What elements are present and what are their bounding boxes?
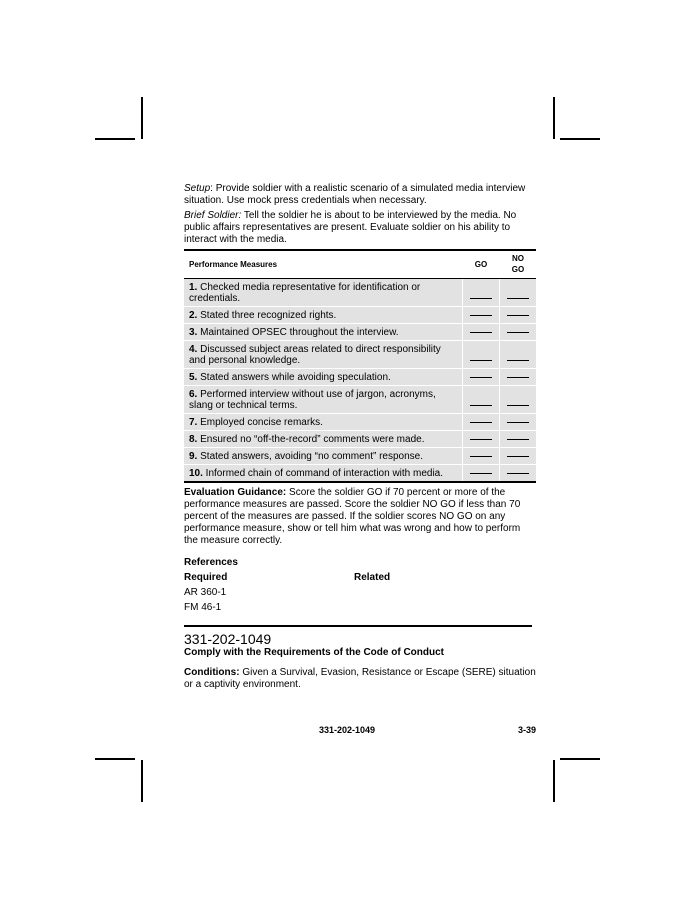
- measure-number: 10.: [189, 468, 203, 479]
- measure-text-cell: [184, 414, 463, 431]
- measure-text: Stated three recognized rights.: [197, 310, 337, 321]
- crop-mark-top-left-vertical: [141, 97, 143, 139]
- go-blank-line: [470, 360, 492, 361]
- nogo-blank: [500, 386, 537, 414]
- measure-number: 8.: [189, 434, 198, 445]
- related-heading: Related: [354, 572, 391, 583]
- measure-row: [184, 431, 536, 448]
- nogo-blank-line: [507, 377, 529, 378]
- conditions-text: Given a Survival, Evasion, Resistance or Escape (SERE) situation or a captivity environment.: [184, 667, 536, 690]
- go-blank: [463, 386, 500, 414]
- measure-number: 4.: [189, 344, 198, 355]
- go-blank: [463, 465, 500, 483]
- required-heading: Required: [184, 572, 228, 583]
- nogo-blank-line: [507, 360, 529, 361]
- task-number: 331-202-1049: [184, 631, 272, 647]
- go-blank: [463, 324, 500, 341]
- measure-text: Informed chain of command of interaction with media.: [202, 468, 444, 479]
- measure-text-cell: [184, 386, 463, 414]
- measure-row: [184, 386, 536, 414]
- section-divider: [184, 625, 532, 627]
- header-go: GO: [463, 250, 500, 279]
- evaluation-label: Evaluation Guidance:: [184, 487, 287, 498]
- nogo-blank: [500, 448, 537, 465]
- page-number: 3-39: [517, 725, 536, 735]
- measure-text: Employed concise remarks.: [197, 417, 323, 428]
- measure-row: [184, 465, 536, 483]
- brief-text: Tell the soldier he is about to be interviewed by the media. No public affairs representatives are present. Evaluate soldier on his ability to interact with the media.: [184, 210, 517, 245]
- go-blank-line: [470, 298, 492, 299]
- go-blank: [463, 279, 500, 307]
- footer-task-number: 331-202-1049: [319, 725, 376, 735]
- measure-row: [184, 324, 536, 341]
- go-blank: [463, 307, 500, 324]
- measure-row: [184, 341, 536, 369]
- crop-mark-top-left-horizontal: [95, 138, 135, 140]
- header-performance-measures: Performance Measures: [184, 250, 463, 279]
- nogo-blank-line: [507, 298, 529, 299]
- nogo-blank: [500, 279, 537, 307]
- measure-text-cell: [184, 279, 463, 307]
- performance-measures-table: [184, 249, 536, 483]
- nogo-blank: [500, 324, 537, 341]
- nogo-blank-line: [507, 405, 529, 406]
- measure-text: Ensured no “off-the-record” comments were made.: [197, 434, 425, 445]
- setup-label: Setup: [184, 183, 211, 194]
- nogo-blank: [500, 465, 537, 483]
- measure-row: [184, 448, 536, 465]
- measure-text-cell: [184, 431, 463, 448]
- measure-text: Checked media representative for identification or credentials.: [189, 282, 421, 304]
- header-nogo: NO GO: [500, 250, 537, 279]
- go-blank-line: [470, 439, 492, 440]
- conditions-paragraph: [184, 667, 536, 691]
- measure-number: 2.: [189, 310, 198, 321]
- crop-mark-top-right-vertical: [553, 97, 555, 139]
- measure-text: Stated answers while avoiding speculation.: [197, 372, 391, 383]
- crop-mark-bottom-left-vertical: [141, 760, 143, 802]
- measure-number: 7.: [189, 417, 198, 428]
- required-item: FM 46-1: [184, 602, 222, 613]
- conditions-label: Conditions:: [184, 667, 240, 678]
- measure-text-cell: [184, 369, 463, 386]
- crop-mark-bottom-right-horizontal: [560, 758, 600, 760]
- nogo-blank-line: [507, 439, 529, 440]
- measure-text-cell: [184, 448, 463, 465]
- go-blank-line: [470, 332, 492, 333]
- brief-label: Brief Soldier:: [184, 210, 242, 221]
- measure-number: 5.: [189, 372, 198, 383]
- crop-mark-bottom-left-horizontal: [95, 758, 135, 760]
- setup-paragraph: [184, 183, 536, 207]
- nogo-blank: [500, 369, 537, 386]
- nogo-blank: [500, 431, 537, 448]
- nogo-blank: [500, 414, 537, 431]
- go-blank-line: [470, 473, 492, 474]
- brief-paragraph: [184, 210, 536, 246]
- nogo-blank-line: [507, 332, 529, 333]
- go-blank: [463, 369, 500, 386]
- measure-number: 9.: [189, 451, 198, 462]
- measure-text: Discussed subject areas related to direct responsibility and personal knowledge.: [189, 344, 441, 366]
- nogo-blank: [500, 341, 537, 369]
- go-blank: [463, 448, 500, 465]
- nogo-blank-line: [507, 456, 529, 457]
- evaluation-guidance: [184, 487, 536, 547]
- crop-mark-top-right-horizontal: [560, 138, 600, 140]
- task-title: Comply with the Requirements of the Code of Conduct: [184, 647, 444, 658]
- go-blank: [463, 431, 500, 448]
- go-blank-line: [470, 315, 492, 316]
- evaluation-text: Score the soldier GO if 70 percent or more of the performance measures are passed. Score the soldier NO GO if less than 70 percent of the measures are passed. If the soldier scores NO GO on any performance measure, show or tell him what was wrong and how to perform the measure correctly.: [184, 487, 521, 546]
- measure-text-cell: [184, 341, 463, 369]
- measure-number: 3.: [189, 327, 198, 338]
- measure-number: 1.: [189, 282, 198, 293]
- go-blank-line: [470, 422, 492, 423]
- nogo-blank-line: [507, 422, 529, 423]
- measure-row: [184, 279, 536, 307]
- crop-mark-bottom-right-vertical: [553, 760, 555, 802]
- nogo-blank: [500, 307, 537, 324]
- nogo-blank-line: [507, 315, 529, 316]
- nogo-blank-line: [507, 473, 529, 474]
- measure-text-cell: [184, 307, 463, 324]
- required-item: AR 360-1: [184, 587, 227, 598]
- go-blank-line: [470, 456, 492, 457]
- page-content: [184, 183, 536, 691]
- measure-text-cell: [184, 324, 463, 341]
- measure-number: 6.: [189, 389, 198, 400]
- measure-row: [184, 414, 536, 431]
- measure-row: [184, 369, 536, 386]
- measure-text: Stated answers, avoiding “no comment” response.: [197, 451, 424, 462]
- measure-row: [184, 307, 536, 324]
- go-blank: [463, 341, 500, 369]
- go-blank: [463, 414, 500, 431]
- measure-text: Performed interview without use of jargon, acronyms, slang or technical terms.: [189, 389, 436, 411]
- go-blank-line: [470, 405, 492, 406]
- measure-text: Maintained OPSEC throughout the interview.: [197, 327, 399, 338]
- setup-text: : Provide soldier with a realistic scenario of a simulated media interview situation. Use mock press credentials when necessary.: [184, 183, 526, 206]
- measure-text-cell: [184, 465, 463, 483]
- references-heading: References: [184, 557, 238, 568]
- references-section: [184, 555, 536, 615]
- performance-measures-body: [184, 279, 536, 483]
- go-blank-line: [470, 377, 492, 378]
